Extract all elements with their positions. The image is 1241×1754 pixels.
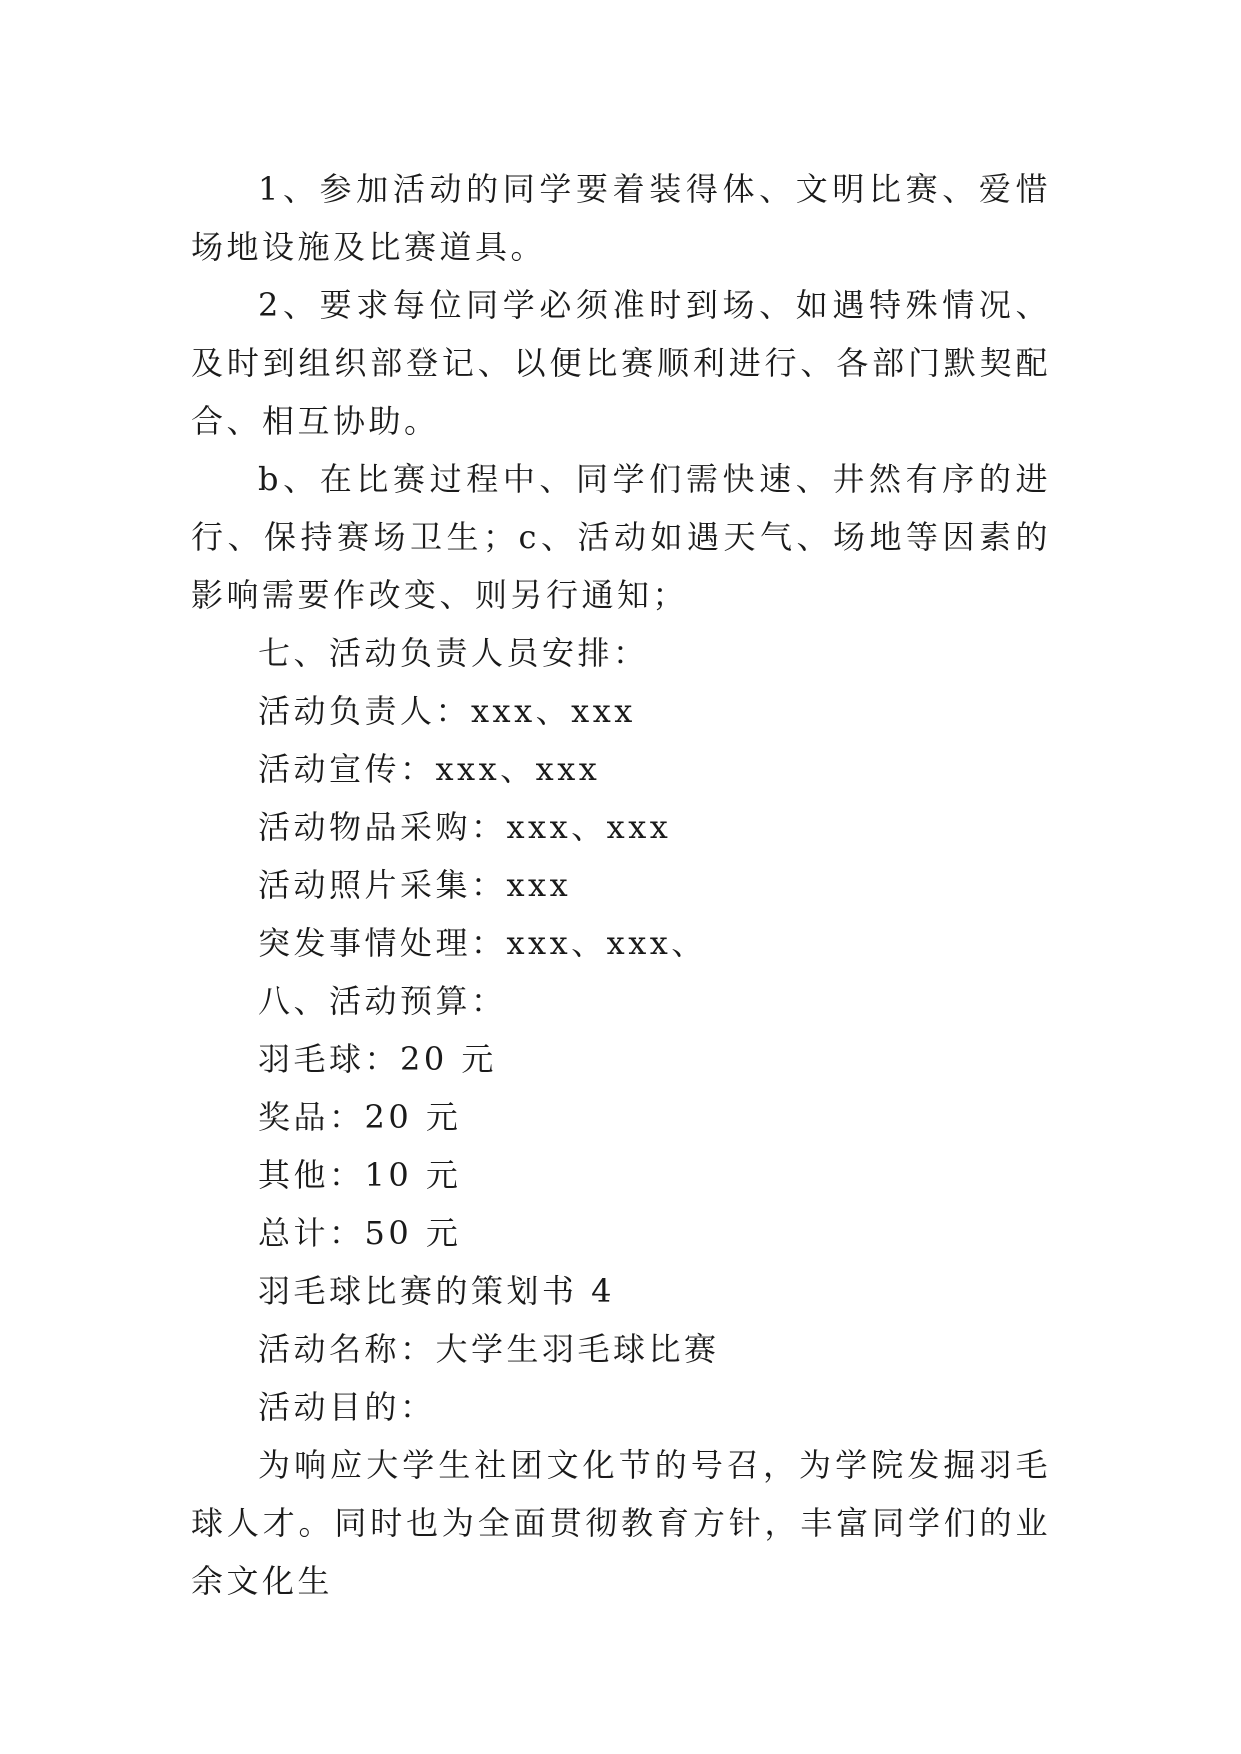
budget-other-line: 其他：10 元 [258, 1156, 462, 1194]
section-7-heading: 七、活动负责人员安排： [258, 634, 649, 672]
section-8-heading: 八、活动预算： [258, 982, 507, 1020]
budget-total-line: 总计：50 元 [258, 1214, 462, 1252]
plan-4-title: 羽毛球比赛的策划书 4 [258, 1272, 616, 1310]
activity-purpose-heading: 活动目的： [258, 1388, 436, 1426]
rule-1-paragraph: 1、参加活动的同学要着装得体、文明比赛、爱惜场地设施及比赛道具。 [191, 170, 1051, 266]
staff-photo-line: 活动照片采集：xxx [258, 866, 572, 904]
document-body [191, 160, 1051, 1610]
staff-publicity-line: 活动宣传：xxx、xxx [258, 750, 601, 788]
budget-prize-line: 奖品：20 元 [258, 1098, 462, 1136]
activity-purpose-paragraph: 为响应大学生社团文化节的号召，为学院发掘羽毛球人才。同时也为全面贯彻教育方针，丰富同学们的业余文化生 [191, 1446, 1051, 1600]
staff-purchasing-line: 活动物品采购：xxx、xxx [258, 808, 672, 846]
staff-lead-line: 活动负责人：xxx、xxx [258, 692, 636, 730]
budget-shuttlecock-line: 羽毛球：20 元 [258, 1040, 497, 1078]
rule-b-c-paragraph: b、在比赛过程中、同学们需快速、井然有序的进行、保持赛场卫生；c、活动如遇天气、场地等因素的影响需要作改变、则另行通知； [191, 460, 1051, 614]
rule-2-paragraph: 2、要求每位同学必须准时到场、如遇特殊情况、及时到组织部登记、以便比赛顺利进行、各部门默契配合、相互协助。 [191, 286, 1051, 440]
staff-emergency-line: 突发事情处理：xxx、xxx、 [258, 924, 707, 962]
activity-name-line: 活动名称：大学生羽毛球比赛 [258, 1330, 720, 1368]
